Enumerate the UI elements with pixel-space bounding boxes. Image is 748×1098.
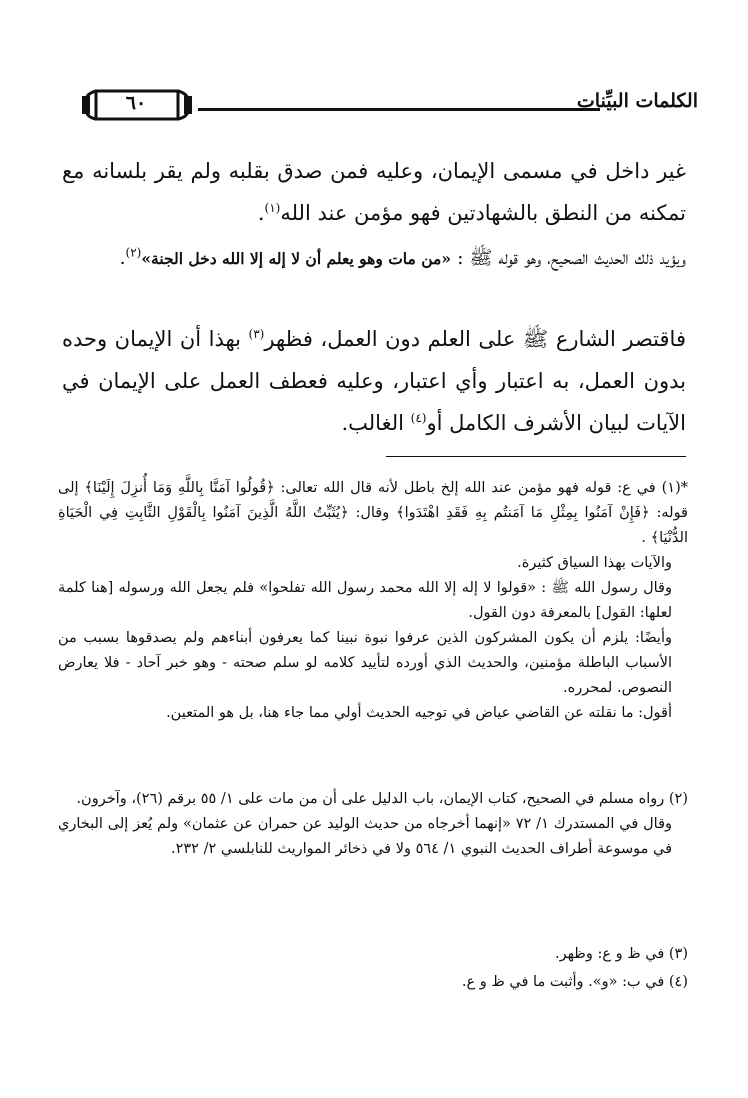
footnote-1-line-4: وأيضًا: يلزم أن يكون المشركون الذين عرفوا نبوة نبينا كما يعرفون أبناءهم ولم يصدقوها بسبب من الأسباب الباطلة مؤمنين، والحديث الذي أورده لتأييد كلامه لو سلم صحته - وهو خبر آحاد - فلا يعارض النصوص. لمحرره. [58,630,672,696]
footnote-ref-3: (٣) [248,327,265,341]
footnote-4: (٤) في ب: «و». وأثبت ما في ظ و ع. [461,974,688,990]
paragraph-1-text: غير داخل في مسمى الإيمان، وعليه فمن صدق بقلبه ولم يقر بلسانه مع تمكنه من النطق بالشهادتين فهو مؤمن عند الله [62,159,686,225]
paragraph-1: غير داخل في مسمى الإيمان، وعليه فمن صدق بقلبه ولم يقر بلسانه مع تمكنه من النطق بالشهادتين فهو مؤمن عند الله$^{(١)}$. [62,159,686,225]
footnote-ref-2: (٢) [125,245,142,260]
page-number: ٦٠ [125,92,147,114]
hadith-quote: «من مات وهو يعلم أن لا إله إلا الله دخل الجنة» [141,249,452,268]
page-header [78,86,698,126]
footnote-ref-1: (١) [264,201,281,215]
paragraph-3 [62,318,686,444]
footnote-2-line-1: (٢) رواه مسلم في الصحيح، كتاب الإيمان، باب الدليل على أن من مات على ١/ ٥٥ برقم (٢٦)، وآخرون. [76,791,688,807]
footnote-ref-4: (٤) [410,411,427,425]
footnote-1-line-2: والآيات بهذا السياق كثيرة. [517,555,672,571]
footnote-1-line-3: وقال رسول الله ﷺ : «قولوا لا إله إلا الله محمد رسول الله تفلحوا» فلم يجعل الله ورسوله [هنا كلمة لعلها: القول] بالمعرفة دون القول. [58,580,672,621]
footnote-divider [386,456,686,457]
footnote-2 [58,787,688,862]
book-title: الكلمات البيِّنات [576,90,698,112]
paragraph-3-text-a: فاقتصر الشارع ﷺ على العلم دون العمل، فظهر [264,327,686,351]
paragraph-2: ويؤيد ذلك الحديث الصحيح، وهو قوله ﷺ : «من مات وهو يعلم أن لا إله إلا الله دخل الجنة»$^{(٢)}$. [119,245,686,269]
footnote-1 [58,476,688,726]
paragraph-3-text-b: بهذا أن الإيمان وحده بدون العمل، به اعتبار وأي اعتبار، وعليه فعطف العمل على الإيمان في الآيات لبيان الأشرف الكامل أو [62,327,686,435]
footnote-3: (٣) في ظ و ع: وظهر. [555,946,688,962]
footnote-1-line-5: أقول: ما نقلته عن القاضي عياض في توجيه الحديث أولي مما جاء هنا، بل هو المتعين. [166,705,672,721]
paragraph-3-text-c: الغالب. [341,411,411,435]
footnote-2-line-2: وقال في المستدرك ١/ ٧٢ «إنهما أخرجاه من حديث الوليد عن حمران عن عثمان» ولم يُعز إلى البخاري في موسوعة أطراف الحديث النبوي ١/ ٥٦٤ ولا في ذخائر المواريث للنابلسي ٢/ ٢٣٢. [58,816,673,857]
footnote-1-line-1: *(١) في ع: قوله فهو مؤمن عند الله إلخ باطل لأنه قال الله تعالى: ﴿قُولُوا آمَنَّا بِاللَّهِ وَمَا أُنزِلَ إِلَيْنَا﴾ إلى قوله: ﴿فَإِنْ آمَنُوا بِمِثْلِ مَا آمَنتُم بِهِ فَقَدِ اهْتَدَوا﴾ وقال: ﴿يُثَبِّتُ اللَّهُ الَّذِينَ آمَنُوا بِالْقَوْلِ الثَّابِتِ فِي الْحَيَاةِ الدُّنْيَا﴾ . [58,480,688,546]
header-rule [198,108,600,111]
paragraph-2-text: ويؤيد ذلك الحديث الصحيح، وهو قوله ﷺ : [451,247,686,269]
